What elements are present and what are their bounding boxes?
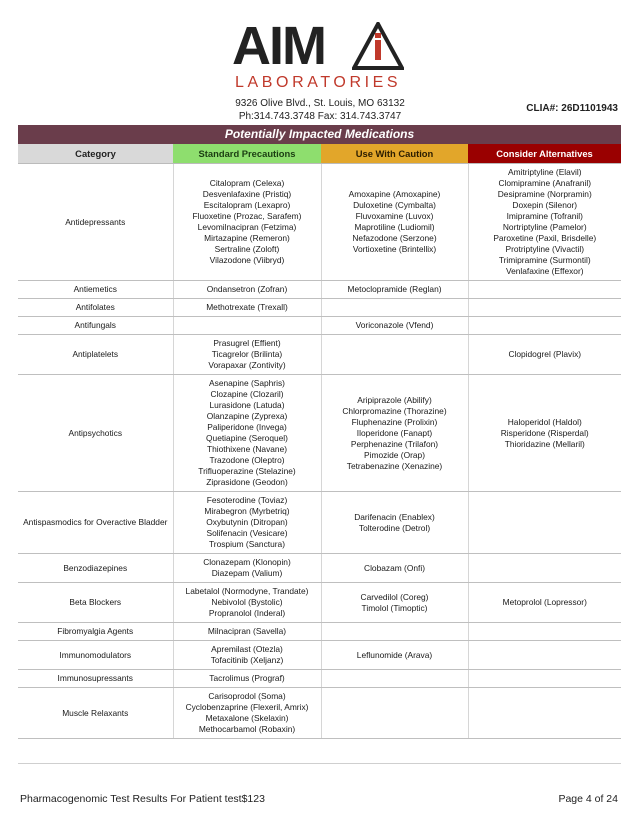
- standard-cell: [173, 492, 321, 554]
- table-row: [18, 670, 621, 688]
- alternatives-cell: [468, 583, 621, 623]
- medication-entry: Diazepam (Valium): [211, 568, 283, 578]
- medication-entry: Clopidogrel (Plavix): [508, 349, 582, 359]
- medication-entry: Olanzapine (Zyprexa): [206, 411, 288, 421]
- medication-entry: Thioridazine (Mellaril): [504, 438, 585, 449]
- medication-entry: Protriptyline (Vivactil): [505, 244, 584, 254]
- medication-entry: Mirabegron (Myrbetriq): [204, 506, 290, 516]
- standard-cell: [173, 688, 321, 739]
- medication-entry: Citalopram (Celexa): [209, 178, 285, 188]
- medication-entry: Paroxetine (Paxil, Brisdelle): [493, 233, 597, 243]
- footer-patient-label: Pharmacogenomic Test Results For Patient test$123: [20, 793, 265, 805]
- medication-entry: Imipramine (Tofranil): [506, 211, 583, 221]
- logo-wordmark: AIM: [232, 16, 325, 76]
- caution-cell: [321, 670, 468, 688]
- standard-cell: [173, 641, 321, 670]
- alternatives-cell: [468, 281, 621, 299]
- medication-entry: Trimipramine (Surmontil): [498, 255, 591, 265]
- medication-entry: Levomilnacipran (Fetzima): [197, 222, 297, 232]
- medication-entry: Duloxetine (Cymbalta): [353, 200, 436, 210]
- medication-entry: Nebivolol (Bystolic): [211, 597, 283, 607]
- caution-cell: [321, 299, 468, 317]
- medication-entry: Clomipramine (Anafranil): [498, 178, 592, 188]
- medication-entry: Prasugrel (Effient): [213, 338, 281, 348]
- table-row: [18, 492, 621, 554]
- medication-entry: Sertraline (Zoloft): [214, 244, 280, 254]
- standard-cell: [173, 164, 321, 281]
- medication-entry: Perphenazine (Trilafon): [350, 438, 439, 449]
- standard-cell: [173, 335, 321, 375]
- table-row: [18, 641, 621, 670]
- medication-entry: Vorapaxar (Zontivity): [208, 360, 286, 370]
- medication-entry: Oxybutynin (Ditropan): [206, 517, 288, 527]
- medication-entry: Nefazodone (Serzone): [352, 233, 437, 243]
- category-cell: Beta Blockers: [18, 583, 173, 623]
- table-header-row: [18, 144, 621, 164]
- footer-divider: [18, 763, 621, 764]
- alternatives-cell: [468, 375, 621, 492]
- caution-cell: [321, 492, 468, 554]
- medication-entry: Trifluoperazine (Stelazine): [198, 466, 296, 476]
- category-cell: Muscle Relaxants: [18, 688, 173, 739]
- standard-cell: [173, 670, 321, 688]
- category-cell: Antidepressants: [18, 164, 173, 281]
- alternatives-cell: [468, 317, 621, 335]
- medication-entry: Desipramine (Norpramin): [497, 189, 592, 199]
- category-cell: Immunomodulators: [18, 641, 173, 670]
- medication-entry: Methotrexate (Trexall): [206, 302, 288, 312]
- medication-entry: Amitriptyline (Elavil): [507, 167, 582, 177]
- category-cell: Immunosupressants: [18, 670, 173, 688]
- medication-entry: Risperidone (Risperdal): [500, 427, 589, 438]
- logo-triangle-icon: [352, 22, 404, 70]
- caution-cell: [321, 623, 468, 641]
- alternatives-cell: [468, 492, 621, 554]
- category-cell: Antiemetics: [18, 281, 173, 299]
- table-row: [18, 317, 621, 335]
- medication-entry: Thiothixene (Navane): [206, 444, 288, 454]
- column-header-caution: Use With Caution: [321, 144, 468, 164]
- lab-phone-fax: Ph:314.743.3748 Fax: 314.743.3747: [238, 111, 402, 122]
- medication-entry: Aripiprazole (Abilify): [357, 394, 432, 405]
- medication-entry: Ondansetron (Zofran): [206, 284, 288, 294]
- company-logo: [232, 16, 408, 98]
- medication-entry: Escitalopram (Lexapro): [203, 200, 291, 210]
- medication-entry: Clonazepam (Klonopin): [203, 557, 291, 567]
- alternatives-cell: [468, 641, 621, 670]
- table-row: [18, 281, 621, 299]
- medication-entry: Darifenacin (Enablex): [354, 511, 435, 522]
- medication-entry: Metoclopramide (Reglan): [347, 284, 442, 294]
- medication-entry: Fluvoxamine (Luvox): [355, 211, 434, 221]
- medication-entry: Ticagrelor (Brilinta): [211, 349, 283, 359]
- lab-address-block: [200, 97, 440, 123]
- medication-entry: Pimozide (Orap): [364, 449, 425, 460]
- medication-entry: Vilazodone (Viibryd): [209, 255, 285, 265]
- caution-cell: [321, 688, 468, 739]
- standard-cell: [173, 299, 321, 317]
- alternatives-cell: [468, 554, 621, 583]
- medication-entry: Paliperidone (Invega): [207, 422, 287, 432]
- category-cell: Antispasmodics for Overactive Bladder: [18, 492, 173, 554]
- medication-entry: Ziprasidone (Geodon): [206, 477, 288, 487]
- medication-entry: Chlorpromazine (Thorazine): [342, 405, 447, 416]
- medication-entry: Trazodone (Oleptro): [209, 455, 285, 465]
- table-row: [18, 583, 621, 623]
- table-row: [18, 299, 621, 317]
- medication-entry: Carisoprodol (Soma): [208, 691, 286, 701]
- medication-entry: Carvedilol (Coreg): [360, 591, 429, 602]
- section-title: Potentially Impacted Medications: [18, 125, 621, 144]
- alternatives-cell: [468, 623, 621, 641]
- clia-number: CLIA#: 26D1101943: [526, 103, 618, 114]
- column-header-alternatives: Consider Alternatives: [468, 144, 621, 164]
- medication-entry: Leflunomide (Arava): [356, 649, 433, 660]
- caution-cell: [321, 554, 468, 583]
- medication-entry: Iloperidone (Fanapt): [356, 427, 433, 438]
- table-row: [18, 375, 621, 492]
- footer-page-number: Page 4 of 24: [558, 793, 618, 805]
- medication-entry: Fluphenazine (Prolixin): [351, 416, 438, 427]
- medication-entry: Nortriptyline (Pamelor): [502, 222, 587, 232]
- medication-entry: Metaxalone (Skelaxin): [205, 713, 289, 723]
- caution-cell: [321, 583, 468, 623]
- medication-entry: Mirtazapine (Remeron): [204, 233, 290, 243]
- medication-entry: Solifenacin (Vesicare): [206, 528, 288, 538]
- caution-cell: [321, 281, 468, 299]
- category-cell: Antipsychotics: [18, 375, 173, 492]
- table-row: [18, 164, 621, 281]
- alternatives-cell: [468, 299, 621, 317]
- medication-entry: Tacrolimus (Prograf): [209, 673, 285, 683]
- alternatives-cell: [468, 164, 621, 281]
- standard-cell: [173, 281, 321, 299]
- medication-entry: Tolterodine (Detrol): [358, 522, 431, 533]
- medication-entry: Desvenlafaxine (Pristiq): [202, 189, 292, 199]
- medication-entry: Doxepin (Silenor): [512, 200, 578, 210]
- medication-entry: Labetalol (Normodyne, Trandate): [185, 586, 309, 596]
- alternatives-cell: [468, 670, 621, 688]
- column-header-standard: Standard Precautions: [173, 144, 321, 164]
- caution-cell: [321, 375, 468, 492]
- medication-entry: Venlafaxine (Effexor): [505, 266, 584, 276]
- table-row: [18, 335, 621, 375]
- medication-entry: Tetrabenazine (Xenazine): [346, 460, 443, 471]
- medication-entry: Apremilast (Otezla): [211, 644, 283, 654]
- medication-entry: Lurasidone (Latuda): [209, 400, 285, 410]
- logo-subtitle: LABORATORIES: [235, 74, 402, 91]
- category-cell: Antifungals: [18, 317, 173, 335]
- medication-entry: Propranolol (Inderal): [208, 608, 286, 618]
- medication-entry: Amoxapine (Amoxapine): [348, 189, 441, 199]
- medication-entry: Vortioxetine (Brintellix): [352, 244, 437, 254]
- medication-entry: Clobazam (Onfi): [364, 562, 425, 573]
- medication-entry: Asenapine (Saphris): [209, 378, 285, 388]
- alternatives-cell: [468, 335, 621, 375]
- medication-entry: Fluoxetine (Prozac, Sarafem): [192, 211, 302, 221]
- caution-cell: [321, 317, 468, 335]
- medication-entry: Voriconazole (Vfend): [355, 320, 434, 330]
- standard-cell: [173, 317, 321, 335]
- medication-entry: Trospium (Sanctura): [208, 539, 286, 549]
- medication-entry: Methocarbamol (Robaxin): [198, 724, 296, 734]
- category-cell: Benzodiazepines: [18, 554, 173, 583]
- caution-cell: [321, 164, 468, 281]
- column-header-category: Category: [18, 144, 173, 164]
- alternatives-cell: [468, 688, 621, 739]
- table-row: [18, 554, 621, 583]
- medication-entry: Timolol (Timoptic): [361, 602, 428, 613]
- standard-cell: [173, 623, 321, 641]
- standard-cell: [173, 554, 321, 583]
- medication-entry: Cyclobenzaprine (Flexeril, Amrix): [185, 702, 309, 712]
- medications-table: [18, 144, 621, 739]
- medication-entry: Clozapine (Clozaril): [210, 389, 284, 399]
- table-body: [18, 164, 621, 739]
- caution-cell: [321, 641, 468, 670]
- medication-entry: Milnacipran (Savella): [207, 626, 287, 636]
- caution-cell: [321, 335, 468, 375]
- category-cell: Fibromyalgia Agents: [18, 623, 173, 641]
- medication-entry: Haloperidol (Haldol): [507, 416, 582, 427]
- medication-entry: Metoprolol (Lopressor): [502, 597, 587, 607]
- medication-entry: Maprotiline (Ludiomil): [354, 222, 435, 232]
- medication-entry: Fesoterodine (Toviaz): [206, 495, 288, 505]
- category-cell: Antifolates: [18, 299, 173, 317]
- lab-address: 9326 Olive Blvd., St. Louis, MO 63132: [235, 98, 405, 109]
- standard-cell: [173, 375, 321, 492]
- standard-cell: [173, 583, 321, 623]
- medication-entry: Tofacitinib (Xeljanz): [210, 655, 284, 665]
- medication-entry: Quetiapine (Seroquel): [206, 433, 288, 443]
- table-row: [18, 688, 621, 739]
- category-cell: Antiplatelets: [18, 335, 173, 375]
- table-row: [18, 623, 621, 641]
